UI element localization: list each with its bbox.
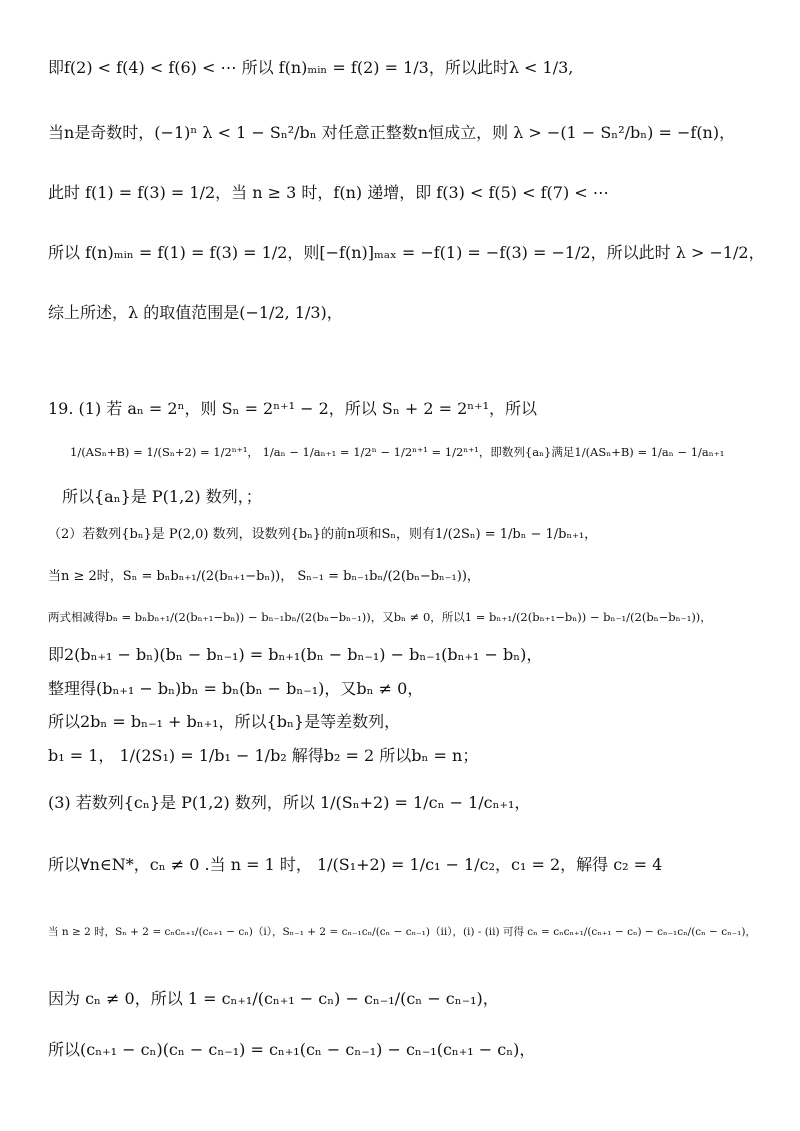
line-text: 当n ≥ 2时，Sₙ = bₙbₙ₊₁/(2(bₙ₊₁−bₙ))， Sₙ₋₁ = bₙ₋₁bₙ/(2(bₙ−bₙ₋₁))， [48, 569, 480, 584]
line-text: 即f(2) < f(4) < f(6) < ⋯ 所以 f(n)ₘᵢₙ = f(2) = 1/3，所以此时λ < 1/3, [48, 58, 574, 77]
line-text: 所以{aₙ}是 P(1,2) 数列，； [62, 487, 262, 506]
line-text: 所以∀n∈N*，cₙ ≠ 0 .当 n = 1 时， 1/(S₁+2) = 1/c₁ − 1/c₂，c₁ = 2，解得 c₂ = 4 [48, 855, 663, 874]
text-line-17 [48, 855, 770, 874]
text-line-6 [48, 399, 770, 418]
text-line-19 [48, 989, 770, 1008]
line-text: 1/(ASₙ+B) = 1/(Sₙ+2) = 1/2ⁿ⁺¹， 1/aₙ − 1/aₙ₊₁ = 1/2ⁿ − 1/2ⁿ⁺¹ = 1/2ⁿ⁺¹，即数列{aₙ}满足1/(ASₙ+B) = 1/aₙ − 1/aₙ₊₁ [70, 445, 725, 459]
line-text: 整理得(bₙ₊₁ − bₙ)bₙ = bₙ(bₙ − bₙ₋₁)，又bₙ ≠ 0， [48, 679, 424, 698]
text-line-13 [48, 679, 770, 698]
text-line-12 [48, 645, 770, 664]
line-text: 即2(bₙ₊₁ − bₙ)(bₙ − bₙ₋₁) = bₙ₊₁(bₙ − bₙ₋₁) − bₙ₋₁(bₙ₊₁ − bₙ)， [48, 645, 543, 664]
text-line-1 [48, 58, 770, 77]
text-line-7 [70, 446, 770, 460]
text-line-11 [48, 611, 770, 625]
line-text: 此时 f(1) = f(3) = 1/2，当 n ≥ 3 时，f(n) 递增，即 f(3) < f(5) < f(7) < ⋯ [48, 183, 609, 202]
text-line-15 [48, 746, 770, 765]
line-text: b₁ = 1， 1/(2S₁) = 1/b₁ − 1/b₂ 解得b₂ = 2 所以bₙ = n； [48, 746, 479, 765]
line-text: 因为 cₙ ≠ 0，所以 1 = cₙ₊₁/(cₙ₊₁ − cₙ) − cₙ₋₁/(cₙ − cₙ₋₁)， [48, 989, 499, 1008]
text-line-8 [62, 487, 770, 506]
text-line-2 [48, 123, 770, 142]
text-line-20 [48, 1040, 770, 1059]
text-line-16 [48, 793, 770, 812]
line-text: (3) 若数列{cₙ}是 P(1,2) 数列，所以 1/(Sₙ+2) = 1/cₙ − 1/cₙ₊₁， [48, 793, 531, 812]
line-text: 19. (1) 若 aₙ = 2ⁿ，则 Sₙ = 2ⁿ⁺¹ − 2，所以 Sₙ + 2 = 2ⁿ⁺¹，所以 [48, 399, 538, 418]
text-line-10 [48, 569, 770, 585]
text-line-9 [48, 527, 770, 543]
line-text: 两式相减得bₙ = bₙbₙ₊₁/(2(bₙ₊₁−bₙ)) − bₙ₋₁bₙ/(2(bₙ−bₙ₋₁))，又bₙ ≠ 0，所以1 = bₙ₊₁/(2(bₙ₊₁−bₙ)) − bₙ₋₁/(2(bₙ−bₙ₋₁))， [48, 610, 712, 624]
line-text: 当 n ≥ 2 时，Sₙ + 2 = cₙcₙ₊₁/(cₙ₊₁ − cₙ)（i），Sₙ₋₁ + 2 = cₙ₋₁cₙ/(cₙ − cₙ₋₁)（ii），(i) - (ii) 可得 cₙ = cₙcₙ₊₁/(cₙ₊₁ − cₙ) − cₙ₋₁cₙ/(cₙ − cₙ₋₁)， [48, 926, 756, 938]
text-line-4 [48, 243, 770, 262]
line-text: 当n是奇数时，(−1)ⁿ λ < 1 − Sₙ²/bₙ 对任意正整数n恒成立，则 λ > −(1 − Sₙ²/bₙ) = −f(n)， [48, 123, 736, 142]
line-text: 所以2bₙ = bₙ₋₁ + bₙ₊₁，所以{bₙ}是等差数列， [48, 712, 401, 731]
line-text: 所以 f(n)ₘᵢₙ = f(1) = f(3) = 1/2，则[−f(n)]ₘₐₓ = −f(1) = −f(3) = −1/2，所以此时 λ > −1/2， [48, 243, 765, 262]
line-text: （2）若数列{bₙ}是 P(2,0) 数列，设数列{bₙ}的前n项和Sₙ，则有1/(2Sₙ) = 1/bₙ − 1/bₙ₊₁， [48, 527, 598, 542]
line-text: 综上所述，λ 的取值范围是(−1/2, 1/3)， [48, 303, 343, 322]
line-text: 所以(cₙ₊₁ − cₙ)(cₙ − cₙ₋₁) = cₙ₊₁(cₙ − cₙ₋₁) − cₙ₋₁(cₙ₊₁ − cₙ)， [48, 1040, 536, 1059]
text-line-18 [48, 926, 770, 939]
text-line-14 [48, 712, 770, 731]
text-line-5 [48, 303, 770, 322]
text-line-3 [48, 183, 770, 202]
